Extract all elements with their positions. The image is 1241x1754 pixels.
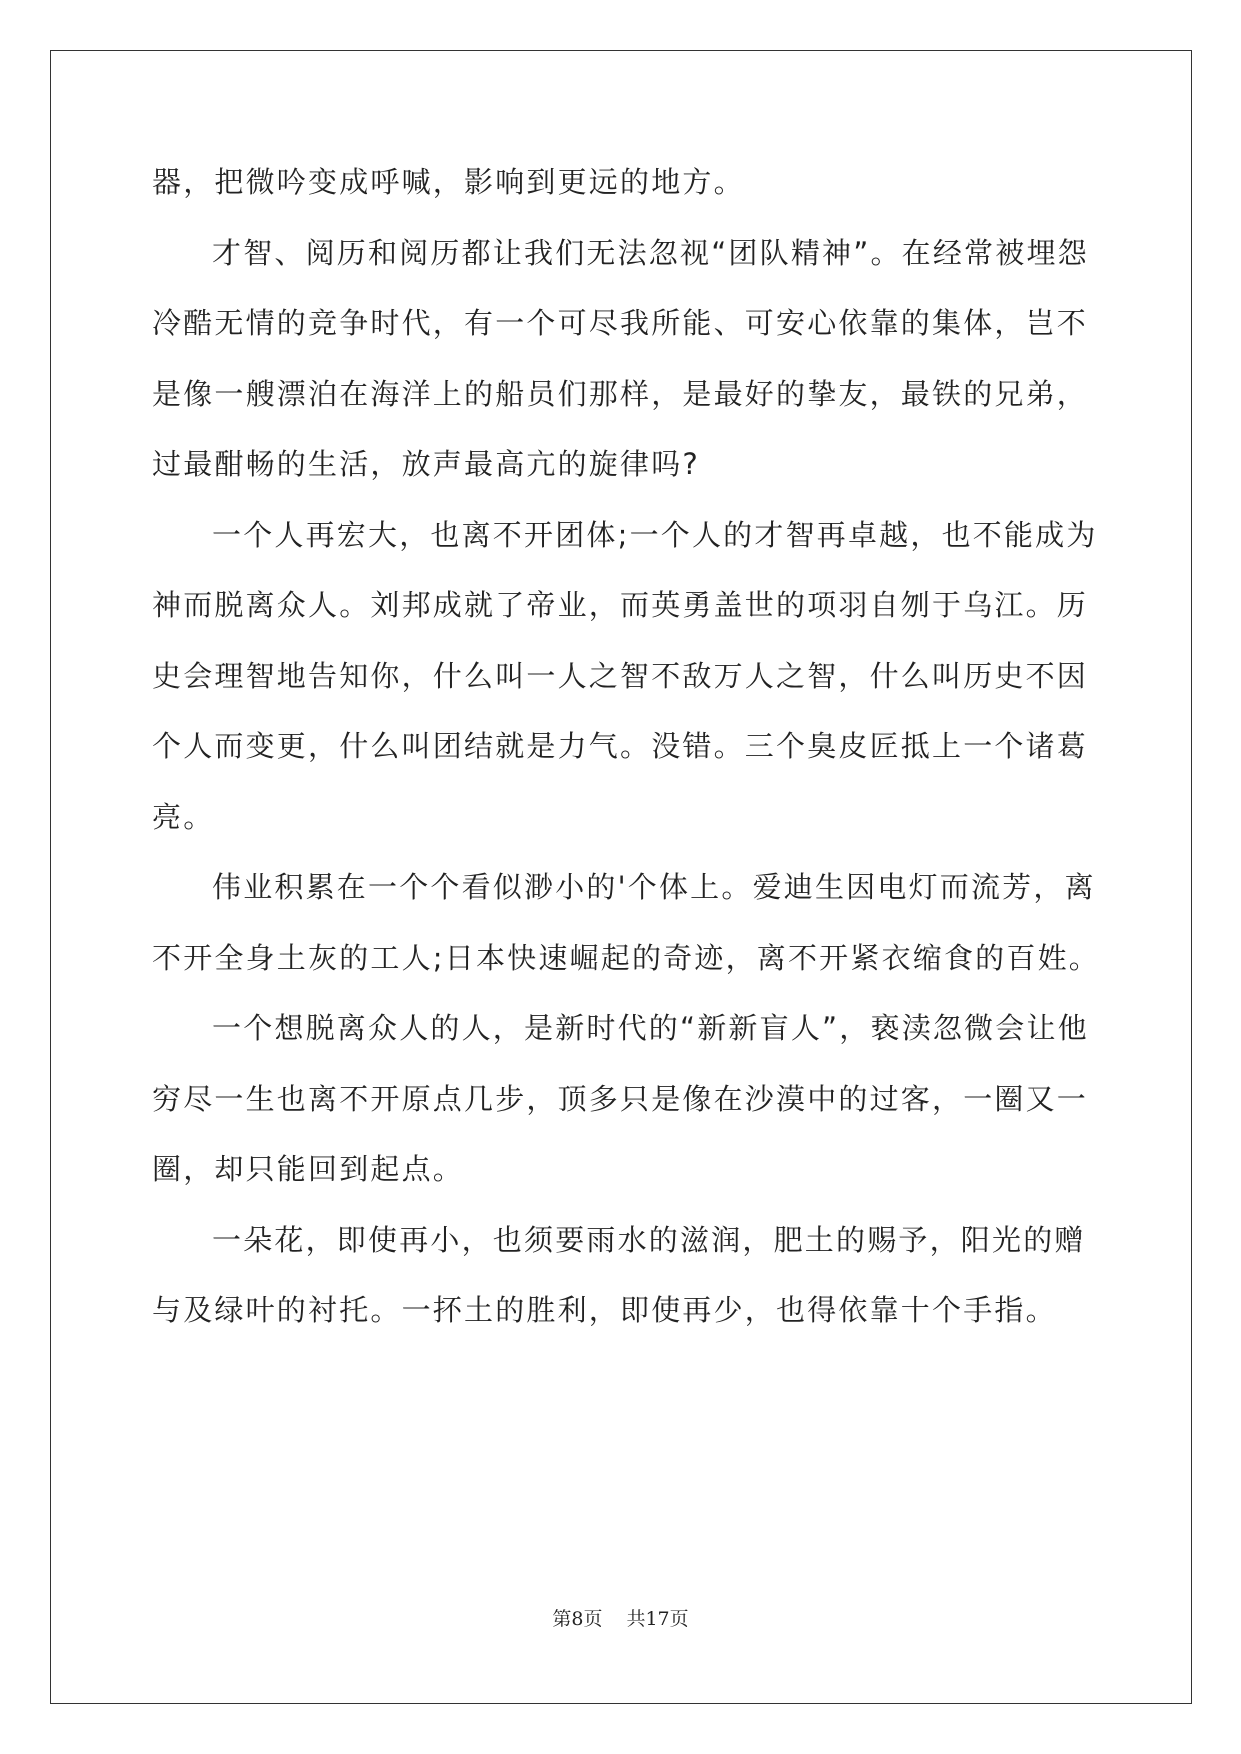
text-line: 穷尽一生也离不开原点几步，顶多只是像在沙漠中的过客，一圈又一 <box>152 1082 1089 1116</box>
page-number: 第8页 <box>552 1608 603 1630</box>
paragraph-start-line: 一朵花，即使再小，也须要雨水的滋润，肥土的赐予，阳光的赠 <box>212 1223 1086 1257</box>
text-line: 不开全身土灰的工人;日本快速崛起的奇迹，离不开紧衣缩食的百姓。 <box>152 941 1100 975</box>
paragraph-start-line: 伟业积累在一个个看似渺小的'个体上。爱迪生因电灯而流芳，离 <box>212 870 1096 904</box>
text-line: 过最酣畅的生活，放声最高亢的旋律吗? <box>152 447 700 481</box>
text-line: 史会理智地告知你，什么叫一人之智不敌万人之智，什么叫历史不因 <box>152 659 1089 693</box>
text-line: 与及绿叶的衬托。一抔土的胜利，即使再少，也得依靠十个手指。 <box>152 1293 1057 1327</box>
paragraph-start-line: 才智、阅历和阅历都让我们无法忽视“团队精神”。在经常被埋怨 <box>212 236 1089 270</box>
text-line: 是像一艘漂泊在海洋上的船员们那样，是最好的挚友，最铁的兄弟， <box>152 377 1089 411</box>
text-line: 个人而变更，什么叫团结就是力气。没错。三个臭皮匠抵上一个诸葛 <box>152 729 1089 763</box>
page-footer <box>0 1606 1241 1632</box>
text-line: 器，把微吟变成呼喊，影响到更远的地方。 <box>152 165 745 199</box>
text-line: 圈，却只能回到起点。 <box>152 1152 465 1186</box>
text-line: 亮。 <box>152 800 215 834</box>
paragraph-start-line: 一个想脱离众人的人，是新时代的“新新盲人”，亵渎忽微会让他 <box>212 1011 1089 1045</box>
page-total: 共17页 <box>626 1608 689 1630</box>
text-line: 冷酷无情的竞争时代，有一个可尽我所能、可安心依靠的集体，岂不 <box>152 306 1089 340</box>
paragraph-start-line: 一个人再宏大，也离不开团体;一个人的才智再卓越，也不能成为 <box>212 518 1098 552</box>
text-line: 神而脱离众人。刘邦成就了帝业，而英勇盖世的项羽自刎于乌江。历 <box>152 588 1089 622</box>
